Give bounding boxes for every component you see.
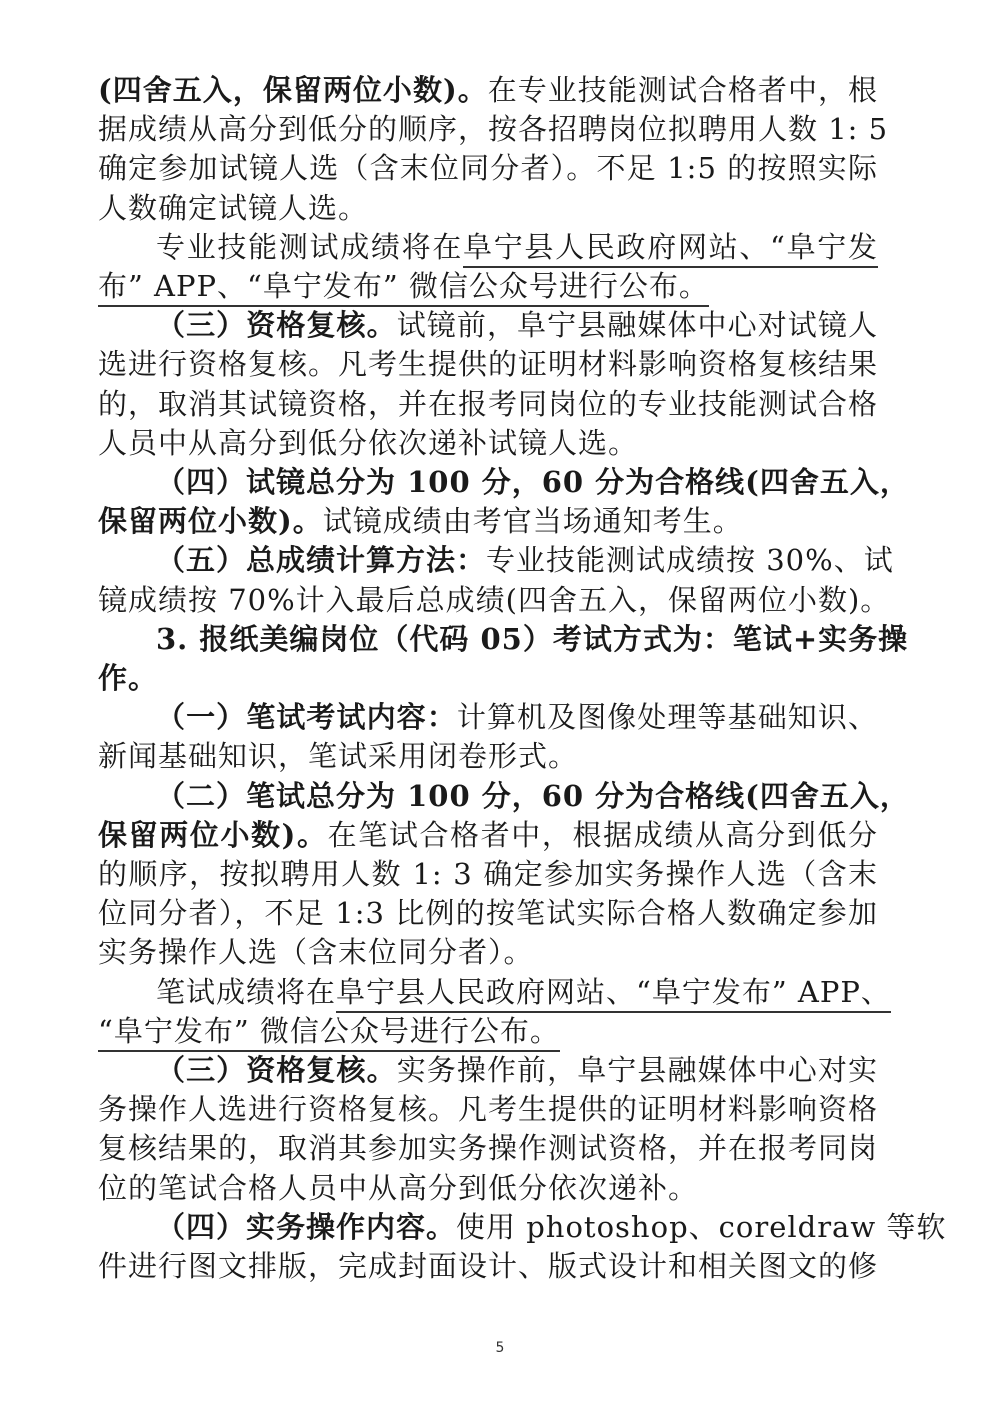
text-line-15 [156, 619, 909, 659]
text-line-30 [156, 1207, 947, 1247]
plain-text: 位同分者），不足 1:3 比例的按笔试实际合格人数确定参加 [98, 896, 878, 931]
text-line-20 [98, 815, 878, 855]
page-number: 5 [495, 1340, 505, 1356]
text-line-14 [98, 580, 890, 620]
plain-text: 人员中从高分到低分依次递补试镜人选。 [98, 425, 639, 460]
bold-text: （四）试镜总分为 100 分，60 分为合格线(四舍五入， [156, 465, 910, 499]
text-line-12 [98, 501, 743, 541]
plain-text: 复核结果的，取消其参加实务操作测试资格，并在报考同岗 [98, 1131, 879, 1166]
bold-text: (四舍五入，保留两位小数)。 [98, 73, 488, 107]
text-line-25 [98, 1011, 560, 1051]
plain-text: 笔试成绩将在 [156, 974, 337, 1009]
plain-text: 人数确定试镜人选。 [98, 190, 369, 225]
plain-text: 新闻基础知识，笔试采用闭卷形式。 [98, 739, 579, 774]
underlined-text: 阜宁县人民政府网站、“阜宁发 [463, 230, 878, 268]
text-line-31 [98, 1246, 878, 1286]
plain-text: 专业技能测试成绩将在 [156, 229, 464, 264]
plain-text: 据成绩从高分到低分的顺序，按各招聘岗位拟聘用人数 1: 5 [98, 112, 889, 147]
text-line-18 [98, 736, 578, 776]
plain-text: 试镜成绩由考官当场通知考生。 [322, 504, 743, 539]
text-line-2 [98, 109, 889, 149]
plain-text: 选进行资格复核。凡考生提供的证明材料影响资格复核结果 [98, 347, 879, 382]
bold-text: 3. 报纸美编岗位（代码 05）考试方式为：笔试+实务操 [156, 621, 909, 656]
text-line-11 [156, 462, 910, 502]
bold-text: （五）总成绩计算方法： [156, 543, 487, 578]
plain-text: 位的笔试合格人员中从高分到低分依次递补。 [98, 1170, 699, 1205]
text-line-9 [98, 384, 878, 424]
bold-text: （四）实务操作内容。 [156, 1209, 457, 1244]
plain-text: 确定参加试镜人选（含末位同分者）。不足 1:5 的按照实际 [98, 151, 878, 186]
underlined-text: 阜宁县人民政府网站、“阜宁发布” APP、 [336, 975, 891, 1013]
plain-text: 的顺序，按拟聘用人数 1: 3 确定参加实务操作人选（含末 [98, 857, 878, 891]
text-line-27 [98, 1089, 878, 1129]
bold-text: （一）笔试考试内容： [156, 700, 457, 735]
text-line-22 [98, 893, 878, 933]
plain-text: 使用 photoshop、coreldraw 等软 [456, 1209, 947, 1244]
bold-text: （三）资格复核。 [156, 1053, 397, 1087]
bold-text: 保留两位小数)。 [98, 504, 323, 539]
plain-text: 务操作人选进行资格复核。凡考生提供的证明材料影响资格 [98, 1092, 879, 1127]
plain-text: 镜成绩按 70%计入最后总成绩(四舍五入，保留两位小数)。 [98, 582, 891, 617]
bold-text: 保留两位小数)。 [98, 817, 328, 852]
plain-text: 实务操作前，阜宁县融媒体中心对实 [396, 1053, 878, 1087]
plain-text: 件进行图文排版，完成封面设计、版式设计和相关图文的修 [98, 1249, 879, 1283]
text-line-24 [156, 972, 891, 1012]
text-line-10 [98, 423, 638, 463]
bold-text: 作。 [98, 661, 159, 695]
plain-text: 试镜前，阜宁县融媒体中心对试镜人 [396, 308, 878, 343]
text-line-7 [156, 305, 878, 345]
text-line-26 [156, 1050, 878, 1090]
text-line-4 [98, 188, 368, 228]
text-line-6 [98, 266, 709, 306]
text-line-29 [98, 1168, 698, 1208]
text-line-16 [98, 658, 158, 698]
plain-text: 专业技能测试成绩按 30%、试 [486, 543, 894, 578]
plain-text: 在笔试合格者中，根据成绩从高分到低分 [327, 817, 878, 852]
text-line-1 [98, 70, 878, 110]
text-line-13 [156, 540, 894, 580]
plain-text: 实务操作人选（含末位同分者）。 [98, 935, 534, 970]
plain-text: 计算机及图像处理等基础知识、 [456, 700, 878, 735]
text-line-8 [98, 344, 878, 384]
text-line-5 [156, 227, 878, 267]
text-line-19 [156, 776, 910, 816]
bold-text: （三）资格复核。 [156, 308, 397, 343]
text-line-17 [156, 697, 878, 737]
underlined-text: 布” APP、“阜宁发布” 微信公众号进行公布。 [98, 269, 709, 307]
text-line-28 [98, 1128, 878, 1168]
bold-text: （二）笔试总分为 100 分，60 分为合格线(四舍五入， [156, 778, 910, 813]
underlined-text: “阜宁发布” 微信公众号进行公布。 [98, 1014, 560, 1052]
text-line-3 [98, 148, 878, 188]
text-line-23 [98, 932, 534, 972]
plain-text: 在专业技能测试合格者中，根 [487, 73, 878, 107]
text-line-21 [98, 854, 878, 894]
plain-text: 的，取消其试镜资格，并在报考同岗位的专业技能测试合格 [98, 386, 879, 421]
